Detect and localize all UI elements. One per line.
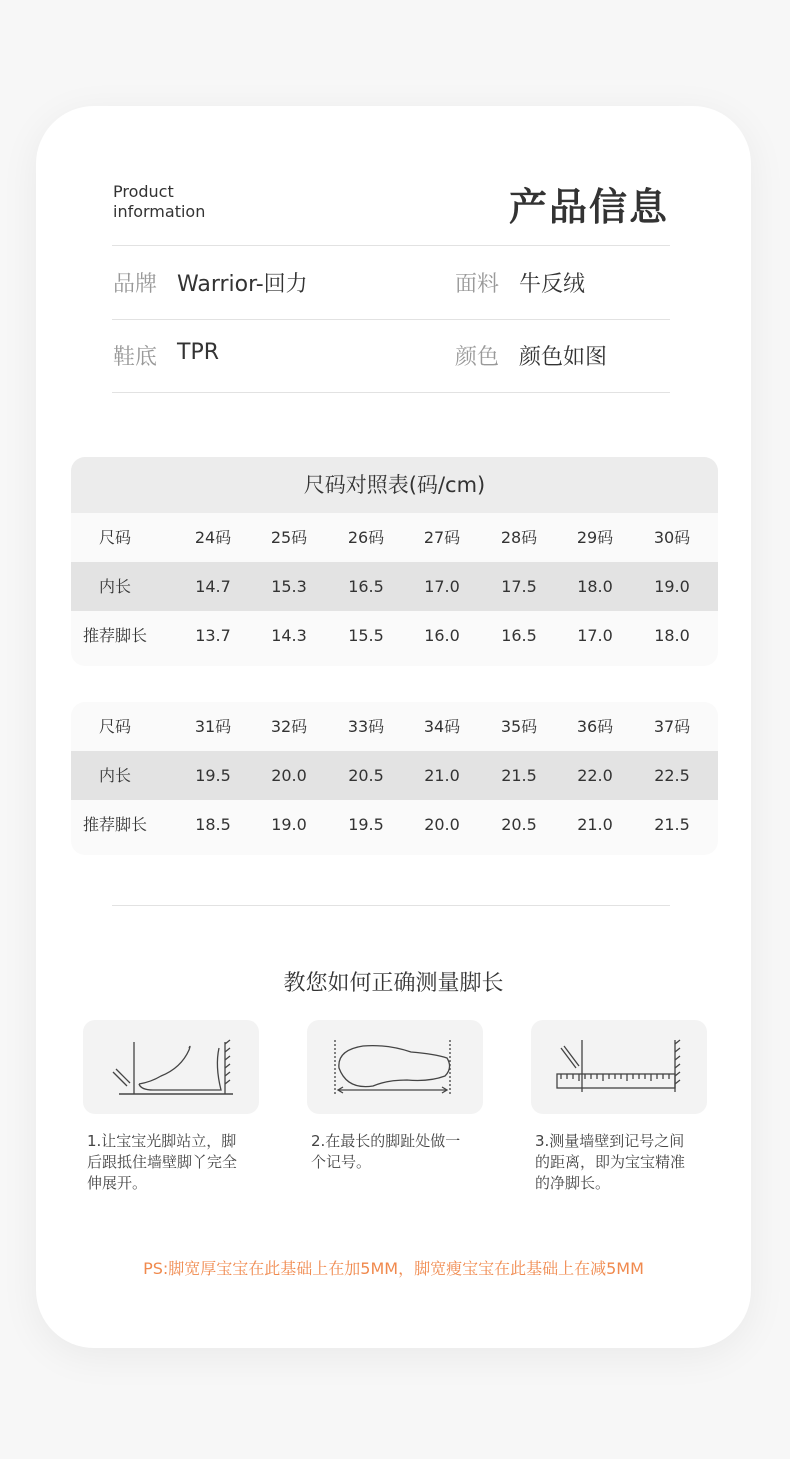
inner-length-row [71, 562, 718, 611]
divider [112, 392, 670, 393]
english-title-line2: information [113, 202, 206, 221]
size-cell: 29码 [576, 528, 614, 547]
brand-value: Warrior-回力 [177, 272, 308, 297]
size-row-label: 尺码 [98, 528, 131, 547]
english-title [113, 182, 273, 222]
inner-length-cell: 22.0 [577, 766, 613, 785]
howto-title: 教您如何正确测量脚长 [283, 971, 504, 996]
foot-length-cell: 21.5 [654, 815, 690, 834]
inner-length-cell: 19.5 [195, 766, 231, 785]
step-2-text [311, 1131, 487, 1173]
step-text-line: 伸展开。 [87, 1174, 148, 1192]
page-title: 产品信息 [508, 185, 669, 229]
foot-length-cell: 19.5 [348, 815, 384, 834]
inner-length-cell: 20.5 [348, 766, 384, 785]
size-row [71, 702, 718, 751]
size-cell: 28码 [500, 528, 538, 547]
foot-length-cell: 18.5 [195, 815, 231, 834]
foot-outline-measure-icon [307, 1020, 483, 1114]
size-table-title: 尺码对照表(码/cm) [71, 457, 718, 513]
foot-length-cell: 16.0 [424, 626, 460, 645]
inner-length-cell: 22.5 [654, 766, 690, 785]
step-text-line: 3.测量墙壁到记号之间 [535, 1132, 685, 1150]
size-cell: 31码 [194, 717, 232, 736]
english-title-line1: Product [113, 182, 174, 201]
size-cell: 24码 [194, 528, 232, 547]
inner-length-cell: 17.0 [424, 577, 460, 596]
size-cell: 36码 [576, 717, 614, 736]
inner-length-cell: 18.0 [577, 577, 613, 596]
color-value: 颜色如图 [519, 345, 608, 370]
inner-length-cell: 14.7 [195, 577, 231, 596]
step-text-line: 2.在最长的脚趾处做一 [311, 1132, 461, 1150]
sole-label: 鞋底 [113, 345, 158, 370]
step-text-line: 的净脚长。 [535, 1174, 611, 1192]
foot-length-cell: 17.0 [577, 626, 613, 645]
foot-length-cell: 19.0 [271, 815, 307, 834]
foot-length-cell: 18.0 [654, 626, 690, 645]
foot-length-cell: 20.0 [424, 815, 460, 834]
foot-length-cell: 13.7 [195, 626, 231, 645]
color-label: 颜色 [455, 345, 500, 370]
size-table-2 [71, 702, 718, 855]
step-text-line: 个记号。 [311, 1153, 372, 1171]
foot-against-wall-icon [83, 1020, 259, 1114]
size-table-1 [71, 457, 718, 666]
inner-length-cell: 17.5 [501, 577, 537, 596]
step-text-line: 的距离，即为宝宝精准 [535, 1153, 686, 1171]
inner-length-cell: 19.0 [654, 577, 690, 596]
sole-value: TPR [177, 340, 219, 365]
inner-length-row [71, 751, 718, 800]
size-cell: 35码 [500, 717, 538, 736]
inner-length-label: 内长 [98, 577, 131, 596]
foot-length-cell: 15.5 [348, 626, 384, 645]
inner-length-label: 内长 [98, 766, 131, 785]
foot-length-label: 推荐脚长 [82, 626, 147, 645]
ps-note: PS:脚宽厚宝宝在此基础上在加5MM，脚宽瘦宝宝在此基础上在减5MM [143, 1259, 644, 1278]
inner-length-cell: 16.5 [348, 577, 384, 596]
foot-length-row [71, 611, 718, 666]
foot-length-cell: 20.5 [501, 815, 537, 834]
size-row-label: 尺码 [98, 717, 131, 736]
size-cell: 25码 [270, 528, 308, 547]
foot-length-cell: 16.5 [501, 626, 537, 645]
foot-length-row [71, 800, 718, 855]
size-cell: 27码 [423, 528, 461, 547]
size-cell: 30码 [653, 528, 691, 547]
inner-length-cell: 15.3 [271, 577, 307, 596]
material-label: 面料 [455, 272, 500, 297]
step-text-line: 1.让宝宝光脚站立，脚 [87, 1132, 237, 1150]
step-text-line: 后跟抵住墙壁脚丫完全 [87, 1153, 238, 1171]
step-3-text [535, 1131, 711, 1194]
inner-length-cell: 20.0 [271, 766, 307, 785]
brand-label: 品牌 [113, 272, 158, 297]
size-cell: 33码 [347, 717, 385, 736]
size-cell: 32码 [270, 717, 308, 736]
product-info-card [36, 106, 751, 1348]
divider [112, 905, 670, 906]
inner-length-cell: 21.5 [501, 766, 537, 785]
divider [112, 319, 670, 320]
size-row [71, 513, 718, 562]
divider [112, 245, 670, 246]
step-1-text [87, 1131, 263, 1194]
foot-length-cell: 14.3 [271, 626, 307, 645]
ruler-measure-icon [531, 1020, 707, 1114]
size-cell: 26码 [347, 528, 385, 547]
material-value: 牛反绒 [519, 272, 586, 297]
inner-length-cell: 21.0 [424, 766, 460, 785]
size-cell: 37码 [653, 717, 691, 736]
size-cell: 34码 [423, 717, 461, 736]
foot-length-cell: 21.0 [577, 815, 613, 834]
foot-length-label: 推荐脚长 [82, 815, 147, 834]
